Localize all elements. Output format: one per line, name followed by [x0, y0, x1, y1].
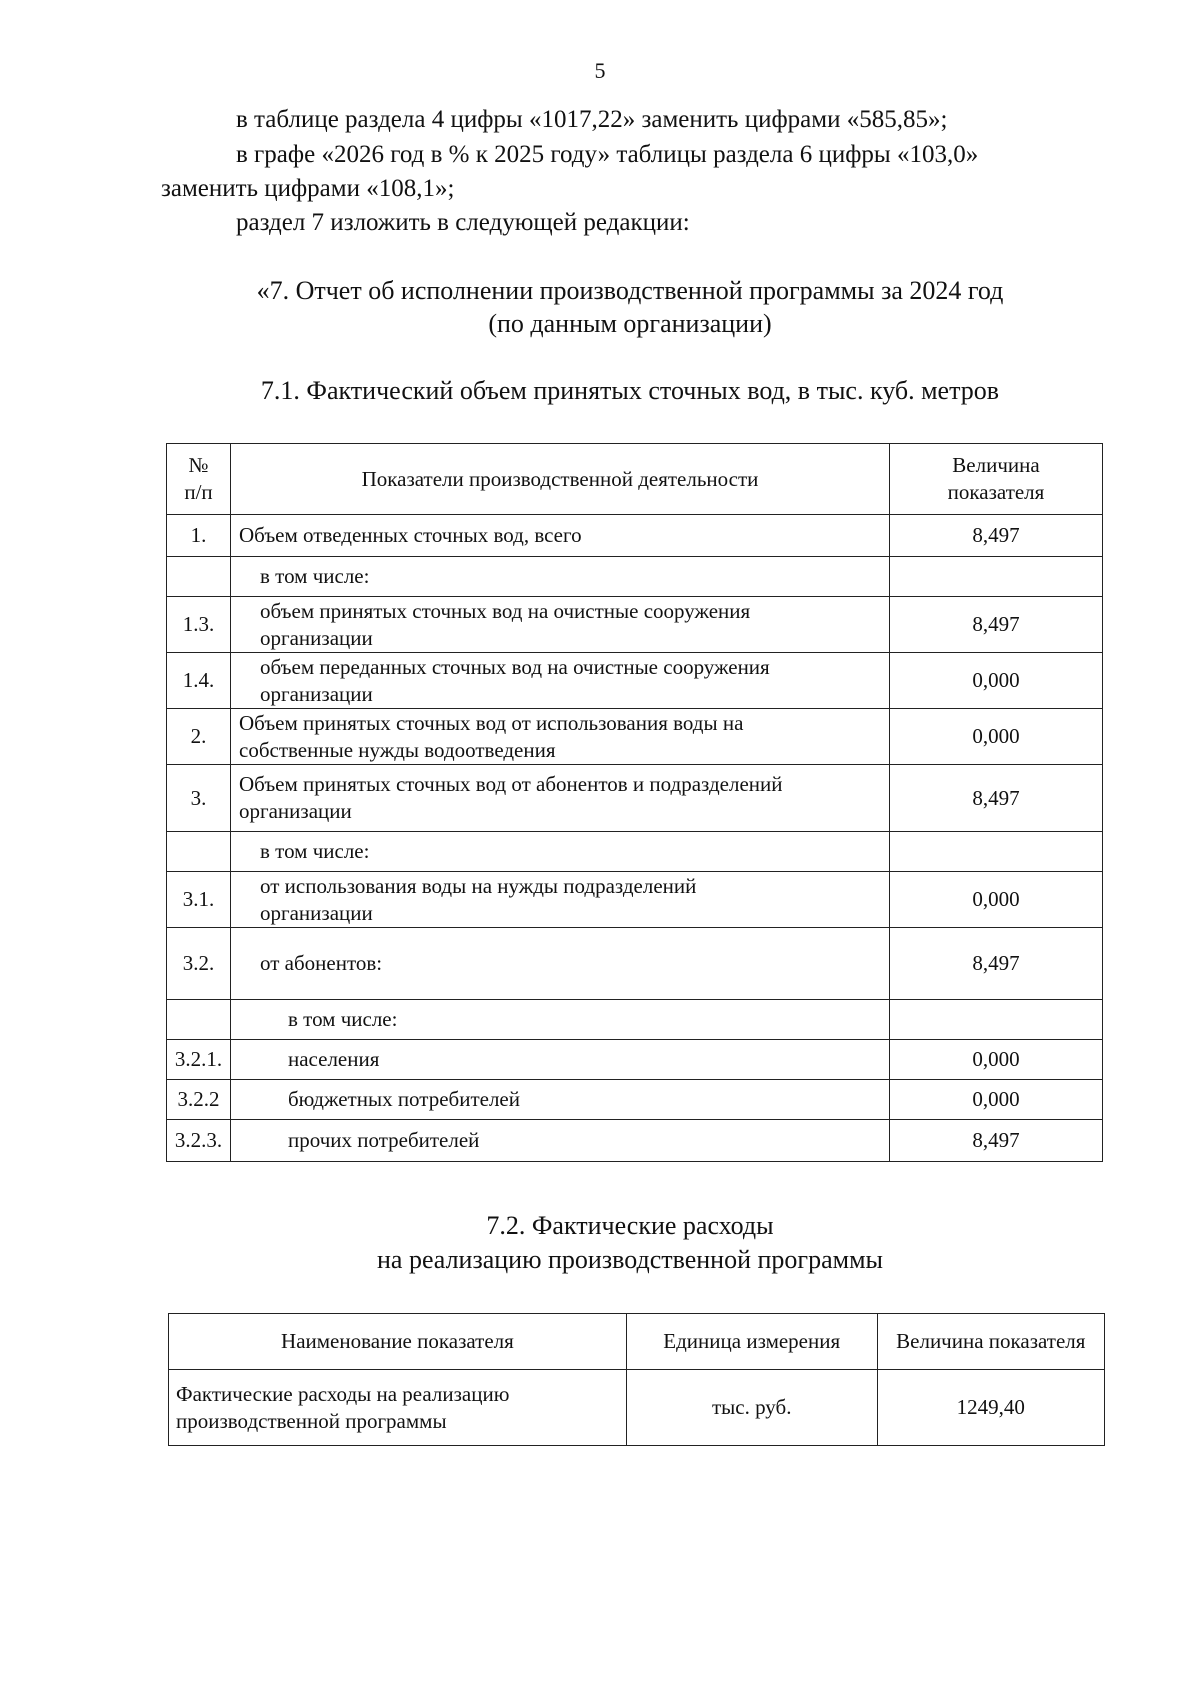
row-label-line: объем переданных сточных вод на очистные сооружения [260, 654, 770, 679]
header-value-line-1: Величина [952, 453, 1040, 477]
table-row [167, 928, 1103, 1000]
row-label-line: организации [239, 799, 352, 823]
table-row [167, 709, 1103, 765]
header-num [167, 444, 231, 515]
row-label [231, 1120, 890, 1162]
row-label [231, 653, 890, 709]
row-label-line: населения [288, 1047, 380, 1071]
header-unit: Единица измерения [626, 1314, 877, 1370]
intro-line-2: в графе «2026 год в % к 2025 году» таблицы раздела 6 цифры «103,0» [236, 141, 979, 168]
table-row [167, 832, 1103, 872]
row-value: 0,000 [890, 1040, 1103, 1080]
row-label [231, 765, 890, 832]
header-value-line-2: показателя [947, 480, 1045, 504]
section-7-1-title: 7.1. Фактический объем принятых сточных вод, в тыс. куб. метров [260, 376, 1000, 405]
header-indicator: Показатели производственной деятельности [231, 444, 890, 515]
intro-line-3: заменить цифрами «108,1»; [161, 175, 455, 202]
intro-line-1: в таблице раздела 4 цифры «1017,22» заменить цифрами «585,85»; [236, 106, 948, 133]
row-label [231, 515, 890, 557]
section-7-2-title-line-2: на реализацию производственной программы [376, 1245, 883, 1274]
table-row [167, 872, 1103, 928]
row-label [231, 597, 890, 653]
table-row [167, 515, 1103, 557]
page-number: 5 [594, 58, 606, 83]
row-label-line: в том числе: [260, 839, 370, 863]
row-label-line: организации [260, 900, 373, 925]
row-label [231, 872, 890, 928]
row-num [167, 832, 231, 872]
table-row [169, 1370, 1105, 1446]
row-value: 0,000 [890, 1080, 1103, 1120]
row-value: 0,000 [890, 709, 1103, 765]
row-label [231, 1080, 890, 1120]
row-label-line: от использования воды на нужды подразделений [260, 873, 697, 898]
row-value [890, 1000, 1103, 1040]
table-row [167, 1040, 1103, 1080]
row-label-line: собственные нужды водоотведения [239, 737, 556, 762]
row-label [231, 709, 890, 765]
table-row [167, 1120, 1103, 1162]
table-row [167, 1000, 1103, 1040]
intro-line-4: раздел 7 изложить в следующей редакции: [236, 209, 690, 236]
header-num-line-2: п/п [184, 480, 213, 504]
table-row [167, 653, 1103, 709]
row-unit: тыс. руб. [626, 1370, 877, 1446]
row-num: 3.2.3. [167, 1120, 231, 1162]
row-value: 0,000 [890, 653, 1103, 709]
row-num: 3.2.2 [167, 1080, 231, 1120]
header-value [890, 444, 1103, 515]
row-label-line: прочих потребителей [288, 1128, 480, 1152]
row-label [231, 1040, 890, 1080]
row-num [167, 1000, 231, 1040]
row-value: 1249,40 [877, 1370, 1104, 1446]
table-row [167, 765, 1103, 832]
row-num: 3.1. [167, 872, 231, 928]
row-value: 8,497 [890, 928, 1103, 1000]
row-label-line: в том числе: [260, 564, 370, 588]
table-row [167, 557, 1103, 597]
row-label [231, 1000, 890, 1040]
section-7-title-line-2: (по данным организации) [488, 309, 772, 338]
row-name-line: производственной программы [176, 1408, 447, 1433]
row-value [890, 557, 1103, 597]
row-label-line: объем принятых сточных вод на очистные сооружения [260, 598, 751, 623]
row-value: 8,497 [890, 597, 1103, 653]
section-7-2-title-line-1: 7.2. Фактические расходы [486, 1211, 774, 1240]
row-label-line: организации [260, 625, 373, 650]
table-header-row [167, 444, 1103, 515]
row-num: 2. [167, 709, 231, 765]
section-7-title-line-1: «7. Отчет об исполнении производственной программы за 2024 год [256, 276, 1004, 305]
header-value: Величина показателя [877, 1314, 1104, 1370]
row-value [890, 832, 1103, 872]
row-label-line: от абонентов: [260, 951, 383, 975]
row-num: 1. [167, 515, 231, 557]
row-label-line: в том числе: [288, 1007, 398, 1031]
row-label-line: организации [260, 681, 373, 706]
row-label-line: Объем принятых сточных вод от использования воды на [239, 710, 744, 735]
row-num: 1.4. [167, 653, 231, 709]
row-label [231, 832, 890, 872]
row-num [167, 557, 231, 597]
wastewater-volume-table [166, 443, 1103, 1162]
header-name: Наименование показателя [169, 1314, 627, 1370]
row-num: 3.2. [167, 928, 231, 1000]
row-name-line: Фактические расходы на реализацию [176, 1381, 510, 1406]
row-value: 0,000 [890, 872, 1103, 928]
row-value: 8,497 [890, 1120, 1103, 1162]
row-label [231, 557, 890, 597]
expenses-table [168, 1313, 1105, 1446]
row-num: 3. [167, 765, 231, 832]
row-label-line: Объем отведенных сточных вод, всего [239, 523, 582, 547]
row-value: 8,497 [890, 515, 1103, 557]
row-label [231, 928, 890, 1000]
table-row [167, 597, 1103, 653]
row-num: 3.2.1. [167, 1040, 231, 1080]
table-header-row [169, 1314, 1105, 1370]
table-row [167, 1080, 1103, 1120]
row-name [169, 1370, 627, 1446]
row-label-line: Объем принятых сточных вод от абонентов и подразделений [239, 772, 783, 796]
header-num-line-1: № [188, 453, 209, 477]
row-value: 8,497 [890, 765, 1103, 832]
row-num: 1.3. [167, 597, 231, 653]
row-label-line: бюджетных потребителей [288, 1087, 520, 1111]
